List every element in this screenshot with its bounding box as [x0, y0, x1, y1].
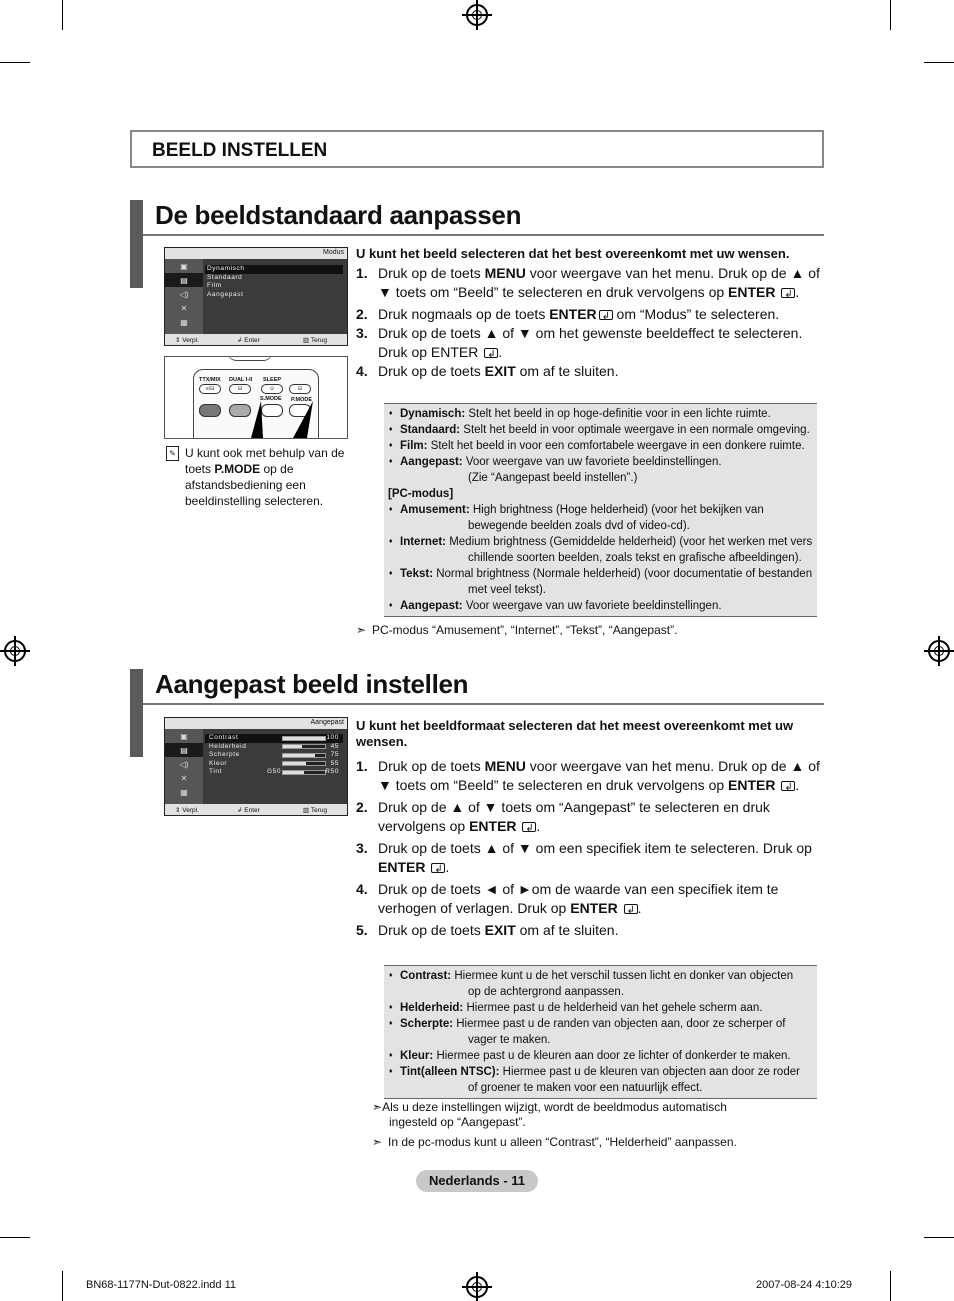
- osd-adjust-value: 75: [330, 751, 339, 758]
- remote-label: TTX/MIX: [199, 377, 221, 383]
- info-row: [388, 438, 813, 454]
- tip-note: [356, 623, 677, 638]
- step-key: ENTER: [728, 777, 776, 793]
- section-header: [130, 130, 824, 168]
- info-value: Hiermee past u de randen van objecten aan, door ze scherper of: [456, 1018, 786, 1030]
- step: [356, 264, 826, 302]
- osd-topbar: [165, 718, 347, 729]
- osd-adjust-row: [205, 743, 343, 752]
- osd-move-label: ⇕ Verpl.: [175, 337, 199, 344]
- crop-mark: [924, 1237, 954, 1238]
- osd-menu-item: Standaard: [207, 273, 243, 281]
- note-text-pre: U kunt ook met behulp van de toets: [185, 446, 345, 476]
- note-text: [185, 445, 345, 509]
- step-number: 3.: [356, 840, 368, 856]
- info-key: Scherpte:: [400, 1018, 454, 1030]
- info-value-cont: op de achtergrond aanpassen.: [468, 986, 625, 998]
- osd-menu-item: Film: [207, 282, 222, 289]
- osd-bottombar: [165, 334, 347, 345]
- green-button-icon: [229, 404, 251, 417]
- remote-label: DUAL I-II: [229, 377, 253, 383]
- step: [356, 362, 826, 381]
- step-text: Druk op de ▲ of ▼ toets om “Aangepast” te selecteren en druk vervolgens op: [378, 799, 770, 834]
- heading-rule: [143, 703, 824, 705]
- tip-text: PC-modus “Amusement”, “Internet”, “Tekst”, “Aangepast”.: [372, 623, 678, 637]
- info-key: Contrast:: [400, 970, 452, 982]
- step: [356, 880, 826, 918]
- osd-screen-aangepast: [164, 717, 348, 816]
- osd-adjust-row: [205, 734, 343, 743]
- step-text: .: [498, 344, 503, 360]
- info-row: [388, 406, 813, 422]
- osd-back-label: ▥ Terug: [303, 807, 328, 814]
- crop-mark: [924, 62, 954, 63]
- osd-enter-text: Enter: [244, 807, 260, 814]
- osd-adjust-label: Scherpte: [209, 751, 240, 758]
- input-icon: ▣: [180, 261, 188, 271]
- crop-mark: [890, 1271, 891, 1301]
- osd-enter-label: ↲ Enter: [237, 807, 260, 814]
- crop-mark: [890, 0, 891, 30]
- info-row: [388, 566, 813, 598]
- pointer-arrow-icon: [249, 393, 319, 439]
- section-title: BEELD INSTELLEN: [152, 140, 328, 161]
- info-value-cont: vager te maken.: [468, 1034, 551, 1046]
- heading-bar: [130, 200, 143, 288]
- step-key: ENTER: [469, 818, 517, 834]
- sound-icon: ◁): [179, 289, 189, 299]
- step-number: 4.: [356, 363, 368, 379]
- info-key: Helderheid:: [400, 1002, 464, 1014]
- osd-adjust-bar: [282, 770, 326, 775]
- step-number: 4.: [356, 881, 368, 897]
- picture-icon: ▤: [165, 743, 203, 757]
- osd-adjust-bar: [282, 744, 326, 749]
- note-text-bold: P.MODE: [214, 462, 261, 476]
- osd-adjust-label: Tint: [209, 768, 222, 775]
- step: [356, 324, 826, 362]
- osd-adjust-value: 55: [330, 759, 339, 767]
- step-text: om “Modus” te selecteren.: [612, 306, 780, 322]
- step-text: Druk op de toets ◄ of ►om de waarde van een specifiek item te verhogen of verlagen. Druk op: [378, 881, 779, 916]
- step: [356, 757, 826, 795]
- channel-icon: ✕: [180, 303, 188, 313]
- enter-icon: [624, 904, 638, 914]
- osd-adjust-value: R50: [325, 768, 339, 775]
- registration-mark-icon: [466, 4, 488, 26]
- tip-text: Als u deze instellingen wijzigt, wordt de beeldmodus automatisch: [382, 1100, 727, 1114]
- pmode-button-icon: ⊟: [289, 384, 311, 394]
- sound-icon: ◁): [179, 759, 189, 769]
- step-number: 1.: [356, 265, 368, 281]
- intro-text: U kunt het beeldformaat selecteren dat het meest overeenkomt met uw wensen.: [356, 718, 794, 749]
- osd-adjust-fill: [283, 771, 304, 774]
- info-value: High brightness (Hoge helderheid) (voor het bekijken van: [472, 504, 764, 516]
- info-key: Internet:: [400, 536, 446, 548]
- step-text: .: [637, 900, 642, 916]
- step-key: MENU: [484, 265, 526, 281]
- remote-label: SLEEP: [263, 377, 282, 383]
- osd-adjust-value: 100: [326, 734, 339, 741]
- osd-title: Modus: [322, 249, 344, 256]
- ttx-button-icon: ≡/⊟: [199, 384, 221, 394]
- remote-label: S.MODE: [260, 396, 282, 402]
- info-key: Tekst:: [400, 568, 434, 580]
- step-text: Druk op de toets ▲ of ▼ om het gewenste beeldeffect te selecteren. Druk op ENTER: [378, 325, 803, 360]
- note-text-post: op de afstandsbediening een beeldinstelling selecteren.: [185, 462, 324, 508]
- info-table: [384, 403, 817, 617]
- osd-move-text: Verpl.: [182, 337, 199, 344]
- info-value: Voor weergave van uw favoriete beeldinstellingen.: [465, 456, 722, 468]
- osd-enter-text: Enter: [244, 337, 260, 344]
- step: [356, 798, 826, 836]
- step-key: ENTER: [570, 900, 618, 916]
- step-text: .: [795, 777, 800, 793]
- info-value-cont: bewegende beelden zoals dvd of video-cd).: [468, 520, 690, 532]
- info-value: Normal brightness (Normale helderheid) (voor documentatie of bestanden: [436, 568, 813, 580]
- osd-icon-column: [165, 259, 203, 336]
- step-number: 1.: [356, 758, 368, 774]
- step-key: ENTER: [549, 306, 597, 322]
- info-value: Voor weergave van uw favoriete beeldinstellingen.: [465, 600, 722, 612]
- info-value: Stelt het beeld in voor een comfortabele weergave in een donkere ruimte.: [430, 440, 805, 452]
- crop-mark: [62, 1271, 63, 1301]
- crop-mark: [0, 1237, 30, 1238]
- osd-adjust-left: G50: [267, 768, 282, 775]
- info-row: [388, 1048, 813, 1064]
- osd-topbar: [165, 248, 347, 259]
- dual-button-icon: ⊟: [229, 384, 251, 394]
- step-text: om af te sluiten.: [515, 363, 619, 379]
- registration-mark-icon: [466, 1276, 488, 1298]
- tip-text: ingesteld op “Aangepast”.: [389, 1115, 526, 1129]
- osd-adjust-label: Helderheid: [209, 742, 247, 750]
- step-number: 2.: [356, 306, 368, 322]
- osd-title: Aangepast: [310, 719, 344, 726]
- step-text: Druk op de toets ▲ of ▼ om een specifiek item te selecteren. Druk op: [378, 840, 812, 856]
- tip-note: [372, 1100, 727, 1130]
- step-number: 3.: [356, 325, 368, 341]
- info-key: Film:: [400, 440, 428, 452]
- osd-adjust-bar: [282, 761, 326, 766]
- step: [356, 305, 826, 324]
- step-text: Druk op de toets: [378, 758, 485, 774]
- osd-bottombar: [165, 804, 347, 815]
- info-key: Amusement:: [400, 504, 470, 516]
- info-row: [388, 534, 813, 566]
- step-text: .: [795, 284, 800, 300]
- heading-rule: [143, 234, 824, 236]
- osd-menu-item: Dynamisch: [205, 265, 343, 274]
- input-icon: ▣: [180, 731, 188, 741]
- enter-icon: [781, 781, 795, 791]
- setup-icon: ▦: [180, 317, 188, 327]
- info-row: [388, 422, 813, 438]
- info-row: [388, 502, 813, 534]
- info-value: Stelt het beeld in voor optimale weergave in een normale omgeving.: [463, 424, 810, 436]
- info-row: [388, 1000, 813, 1016]
- heading-bar: [130, 669, 143, 757]
- enter-icon: [781, 288, 795, 298]
- step-text: Druk op de toets: [378, 363, 485, 379]
- remote-control-illustration: [164, 356, 348, 439]
- info-value: Hiermee kunt u de het verschil tussen licht en donker van objecten: [454, 970, 794, 982]
- info-row: [388, 1016, 813, 1048]
- info-value-cont: (Zie “Aangepast beeld instellen”.): [468, 472, 638, 484]
- osd-adjust-fill: [283, 754, 315, 757]
- steps-list: [356, 757, 826, 940]
- footer-date: 2007-08-24 4:10:29: [756, 1279, 853, 1291]
- sleep-button-icon: ⊙: [261, 384, 283, 394]
- step-text: voor weergave van het menu. Druk op de ▲ of ▼ toets om “Beeld” te selecteren en druk vervolgens op: [378, 265, 820, 300]
- osd-adjust-fill: [283, 762, 306, 765]
- info-row: [388, 598, 813, 614]
- step-text: Druk op de toets: [378, 922, 485, 938]
- osd-icon-column: [165, 729, 203, 806]
- steps-list: [356, 264, 826, 381]
- osd-back-label: ▥ Terug: [303, 337, 328, 344]
- info-row: [388, 454, 813, 486]
- step: [356, 839, 826, 877]
- tip-text: In de pc-modus kunt u alleen “Contrast”, “Helderheid” aanpassen.: [388, 1135, 737, 1149]
- osd-adjust-fill: [283, 745, 302, 748]
- osd-adjust-bar: [282, 736, 326, 741]
- step-text: .: [445, 859, 450, 875]
- setup-icon: ▦: [180, 787, 188, 797]
- info-value: Hiermee past u de kleuren van objecten aan door ze roder: [502, 1066, 800, 1078]
- info-table: [384, 965, 817, 1099]
- osd-adjust-value: 45: [330, 742, 339, 750]
- osd-adjust-label: Kleur: [209, 759, 228, 767]
- page-title: De beeldstandaard aanpassen: [155, 200, 522, 230]
- crop-mark: [62, 0, 63, 30]
- info-key: Dynamisch:: [400, 408, 466, 420]
- osd-adjust-list: [205, 734, 343, 777]
- osd-adjust-row: [205, 751, 343, 760]
- osd-adjust-fill: [283, 737, 325, 740]
- info-value: Stelt het beeld in op hoge-definitie voor in een lichte ruimte.: [468, 408, 771, 420]
- osd-menu-item: Aangepast: [207, 290, 244, 298]
- intro-text: U kunt het beeld selecteren dat het best overeenkomt met uw wensen.: [356, 246, 790, 261]
- footer-file: BN68-1177N-Dut-0822.indd 11: [86, 1279, 237, 1291]
- registration-mark-icon: [4, 640, 26, 662]
- remote-label: P.MODE: [291, 397, 312, 403]
- step-number: 2.: [356, 799, 368, 815]
- arrow-icon: ➣: [372, 1135, 383, 1149]
- enter-icon: [431, 863, 445, 873]
- picture-icon: ▤: [165, 273, 203, 287]
- info-row: [388, 1064, 813, 1096]
- info-value: Medium brightness (Gemiddelde helderheid) (voor het werken met vers: [449, 536, 813, 548]
- heading-beeldstandaard: [130, 200, 824, 236]
- info-value: Hiermee past u de kleuren aan door ze lichter of donkerder te maken.: [436, 1050, 791, 1062]
- info-row: [388, 968, 813, 1000]
- osd-enter-label: ↲ Enter: [237, 337, 260, 344]
- info-key: Aangepast:: [400, 456, 463, 468]
- crop-mark: [0, 62, 30, 63]
- enter-icon: [522, 822, 536, 832]
- osd-move-text: Verpl.: [182, 807, 199, 814]
- osd-adjust-row: [205, 760, 343, 769]
- step-text: .: [536, 818, 541, 834]
- info-value-cont: of groener te maken voor een natuurlijk effect.: [468, 1082, 703, 1094]
- info-key: Standaard:: [400, 424, 461, 436]
- red-button-icon: [199, 404, 221, 417]
- page-title: Aangepast beeld instellen: [155, 669, 469, 699]
- step: [356, 921, 826, 940]
- osd-menu: [205, 265, 343, 299]
- step-key: ENTER: [378, 859, 426, 875]
- info-key: Kleur:: [400, 1050, 434, 1062]
- enter-icon: [599, 310, 613, 320]
- step-key: EXIT: [484, 922, 516, 938]
- osd-move-label: ⇕ Verpl.: [175, 807, 199, 814]
- info-value-cont: chillende soorten beelden, zoals tekst en grafische afbeeldingen).: [468, 552, 802, 564]
- info-row: [388, 486, 813, 502]
- step-key: ENTER: [728, 284, 776, 300]
- note-icon: ✎: [166, 446, 179, 461]
- osd-adjust-bar: [282, 753, 326, 758]
- heading-aangepast: [130, 669, 824, 705]
- page-number-badge: Nederlands - 11: [416, 1170, 538, 1192]
- step-text: voor weergave van het menu. Druk op de ▲ of ▼ toets om “Beeld” te selecteren en druk vervolgens op: [378, 758, 820, 793]
- step-text: Druk nogmaals op de toets: [378, 306, 550, 322]
- info-key: [PC-modus]: [388, 488, 454, 500]
- osd-back-text: Terug: [310, 337, 328, 344]
- registration-mark-icon: [928, 640, 950, 662]
- osd-screen-modus: [164, 247, 348, 346]
- info-value: Hiermee past u de helderheid van het gehele scherm aan.: [466, 1002, 763, 1014]
- channel-icon: ✕: [180, 773, 188, 783]
- info-key: Aangepast:: [400, 600, 463, 612]
- step-key: MENU: [484, 758, 526, 774]
- arrow-icon: ➣: [372, 1100, 383, 1114]
- info-value-cont: met veel tekst).: [468, 584, 546, 596]
- info-key: Tint(alleen NTSC):: [400, 1066, 500, 1078]
- enter-icon: [484, 348, 498, 358]
- osd-adjust-row: [205, 768, 343, 777]
- arrow-icon: ➣: [356, 623, 367, 637]
- osd-adjust-label: Contrast: [209, 734, 239, 741]
- osd-back-text: Terug: [310, 807, 328, 814]
- tip-note: [372, 1135, 737, 1150]
- remote-arc: [227, 356, 273, 361]
- step-number: 5.: [356, 922, 368, 938]
- step-text: Druk op de toets: [378, 265, 485, 281]
- step-key: EXIT: [484, 363, 516, 379]
- step-text: om af te sluiten.: [515, 922, 619, 938]
